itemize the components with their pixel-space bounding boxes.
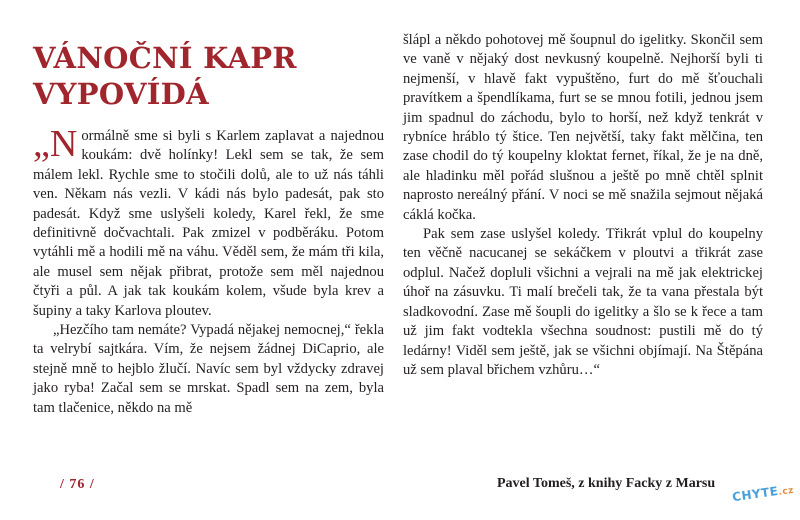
watermark-text: CHYTE <box>731 483 780 505</box>
paragraph-4: Pak sem zase uslyšel koledy. Třikrát vplul do koupelny ten věčně nacucanej se sekáčkem v ploutvi a třikrát zase odplul. Načež dopluli všichni a vejrali na mě jak elektrickej úhoř na zásuvku. Ti malí brečeli tak, že ta vana přestala být sladkovodní. Zase mě šoupli do igelitky a šlo se k řece a tam už jim fakt vodtekla všechna soudnost: pustili mě do tý ledárny! Viděl sem ještě, jak se všichni objímají. Na Štěpána už sem plaval břichem vzhůru…“ <box>403 226 763 378</box>
watermark-suffix: .cz <box>777 485 795 498</box>
article-title <box>33 40 373 112</box>
title-line-1: VÁNOČNÍ KAPR <box>33 41 297 75</box>
title-line-2: VYPOVÍDÁ <box>33 77 209 111</box>
paragraph-1-text: ormálně sme si byli s Karlem zaplavat a najednou koukám: dvě holínky! Lekl sem se tak, že sem málem lekl. Rychle sme to stočili dolů, ale to už nás táhli ven. Někam nás vezli. V kádi nás bylo padesát, pak sto padesát. Když sme uslyšeli koledy, Karel řekl, že sme definitivně dočvachtali. Pak zmizel v podběráku. Potom vytáhli mě a hodili mě na váhu. Věděl sem, že mám tři kila, ale musel sem nějak přibrat, protože sem měl najednou čtyři a půl. A jak tak koukám kolem, všude byla krev a šupiny a taky Karlova ploutev. <box>33 128 384 319</box>
right-column <box>403 31 763 380</box>
left-column <box>33 123 384 418</box>
page-number: / 76 / <box>60 477 95 492</box>
paragraph-3: šlápl a někdo pohotovej mě šoupnul do igelitky. Skončil sem ve vaně v nějaký dost nevkusný koupelně. Nejhorší byli ti nejmenší, v hlavě fakt vypuštěno, furt do mě šťouchali pravítkem a špendlíkama, furt se se mnou fotili, jednou jsem jim spadnul do záchodu, bylo to horší, než když tenkrát v rybníce hráblo tý štice. Ten největší, taky fakt mělčina, ten zase chodil do tý koupelny kloktat fernet, říkal, že je na dně, ale hladinku měl pořád slušnou a ještě po mně chtěl splnit naprosto nereálný přání. V noci se mě snažila sejmout nějaká cáklá kočka. <box>403 32 763 223</box>
paragraph-2: „Hezčího tam nemáte? Vypadá nějakej nemocnej,“ řekla ta velrybí sajtkára. Vím, že nejsem žádnej DiCaprio, ale stejně mně to hejblo žlučí. Navíc sem byl vždycky zdravej jako ryba! Začal sem se mrskat. Spadl sem na zem, byla tam tlačenice, někdo na mě <box>33 322 384 416</box>
author-credit: Pavel Tomeš, z knihy Facky z Marsu <box>497 476 716 491</box>
paragraph-1 <box>33 123 384 321</box>
drop-cap: „N <box>33 123 78 165</box>
